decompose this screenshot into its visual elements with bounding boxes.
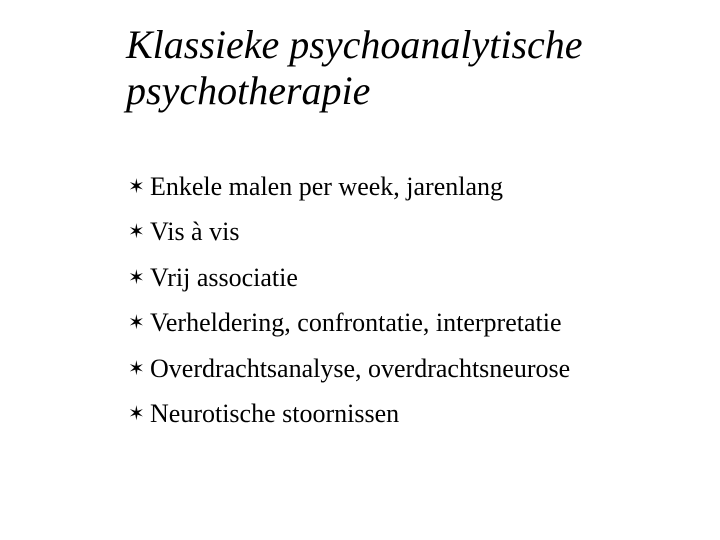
bullet-text: Enkele malen per week, jarenlang — [150, 171, 503, 201]
bullet-list — [128, 164, 708, 437]
six-pointed-star-icon: ✶ — [128, 221, 145, 244]
six-pointed-star-icon: ✶ — [128, 357, 145, 380]
bullet-text: Neurotische stoornissen — [150, 399, 400, 429]
slide-title — [126, 22, 706, 114]
bullet-item — [128, 210, 708, 256]
bullet-text: Vis à vis — [150, 217, 240, 247]
bullet-item — [128, 255, 708, 301]
six-pointed-star-icon: ✶ — [128, 266, 145, 289]
bullet-text: Vrij associatie — [150, 262, 298, 292]
bullet-item — [128, 392, 708, 438]
bullet-text: Overdrachtsanalyse, overdrachtsneurose — [150, 353, 571, 383]
slide-title-line-2: psychotherapie — [126, 68, 371, 113]
six-pointed-star-icon: ✶ — [128, 312, 145, 335]
bullet-item — [128, 164, 708, 210]
six-pointed-star-icon: ✶ — [128, 175, 145, 198]
bullet-item — [128, 301, 708, 347]
six-pointed-star-icon: ✶ — [128, 403, 145, 426]
slide-title-line-1: Klassieke psychoanalytische — [126, 22, 583, 67]
bullet-text: Verheldering, confrontatie, interpretatie — [150, 308, 562, 338]
bullet-item — [128, 346, 708, 392]
